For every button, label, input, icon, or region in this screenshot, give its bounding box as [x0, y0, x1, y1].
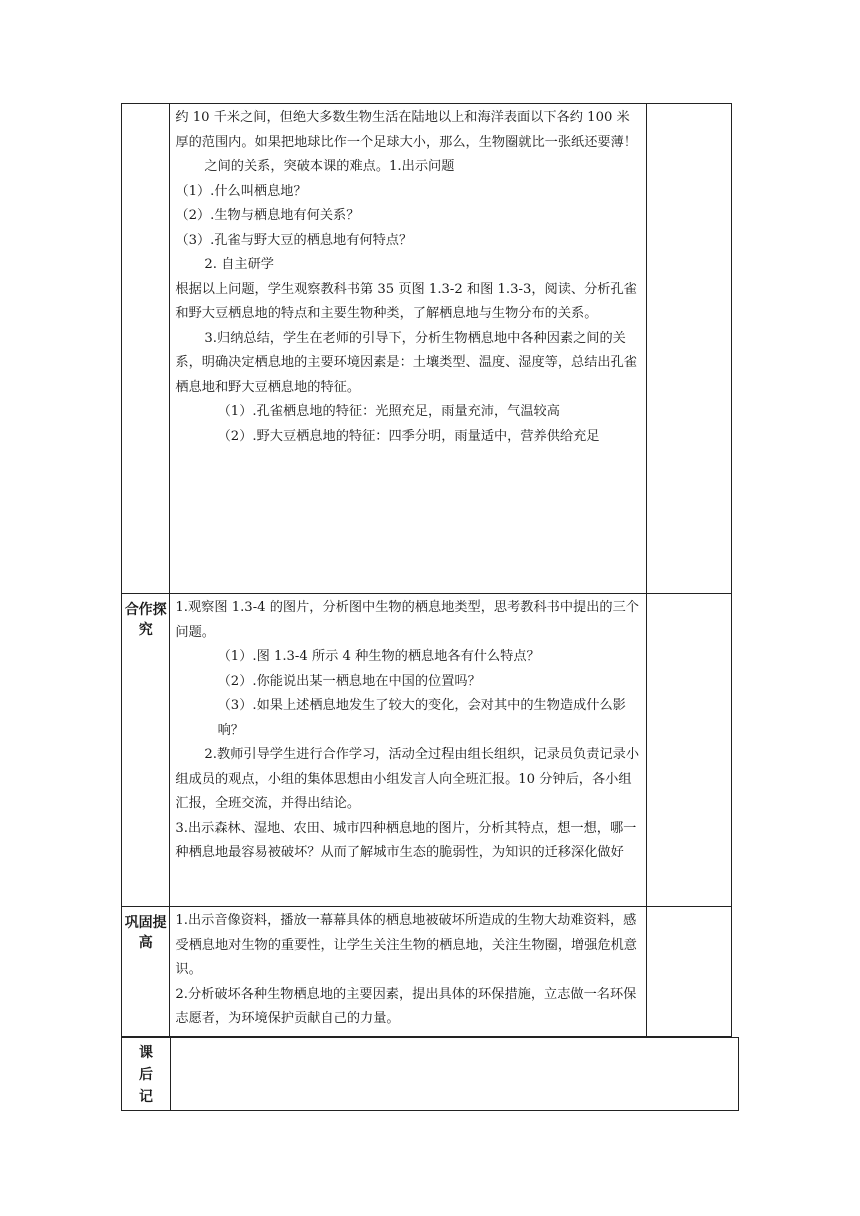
label-char: 后	[139, 1067, 153, 1083]
table-row	[122, 1038, 739, 1111]
paragraph: （2）.你能说出某一栖息地在中国的位置吗？	[217, 673, 481, 689]
row-content	[170, 594, 646, 907]
paragraph: （2）.生物与栖息地有何关系？	[175, 208, 360, 223]
paragraph: 3.归纳总结，学生在老师的引导下，分析生物栖息地中各种因素之间的关系，明确决定栖息地的主要环境因素是：土壤类型、温度、湿度等，总结出孔雀栖息地和野大豆栖息地的特征。	[175, 330, 637, 395]
label-char: 课	[139, 1045, 153, 1061]
paragraph: （3）.孔雀与野大豆的栖息地有何特点？	[175, 232, 413, 248]
paragraph: （3）.如果上述栖息地发生了较大的变化，会对其中的生物造成什么影响？	[217, 698, 626, 738]
table-row	[122, 907, 732, 1037]
paragraph: （1）.孔雀栖息地的特征：光照充足，雨量充沛，气温较高	[217, 404, 560, 419]
paragraph: 根据以上问题，学生观察教科书第 35 页图 1.3-2 和图 1.3-3，阅读、分析孔雀和野大豆栖息地的特点和主要生物种类，了解栖息地与生物分布的关系。	[175, 281, 637, 321]
paragraph: （2）.野大豆栖息地的特征：四季分明，雨量适中，营养供给充足	[217, 428, 600, 444]
paragraph: 2.教师引导学生进行合作学习，活动全过程由组长组织，记录员负责记录小组成员的观点，小组的集体思想由小组发言人向全班汇报。10 分钟后，各小组汇报，全班交流，并得出结论。	[175, 747, 640, 811]
notes-cell	[646, 104, 732, 594]
paragraph: （1）.图 1.3-4 所示 4 种生物的栖息地各有什么特点？	[217, 649, 540, 664]
table-row	[122, 104, 732, 594]
paragraph: 3.出示森林、湿地、农田、城市四种栖息地的图片，分析其特点，想一想，哪一种栖息地最容易被破坏？从而了解城市生态的脆弱性，为知识的迁移深化做好	[175, 820, 637, 860]
notes-cell	[646, 594, 732, 907]
lesson-table	[121, 103, 732, 1037]
table-row	[122, 594, 732, 907]
paragraph: 1.观察图 1.3-4 的图片，分析图中生物的栖息地类型，思考教科书中提出的三个问题。	[175, 600, 639, 640]
paragraph: 2.分析破坏各种生物栖息地的主要因素，提出具体的环保措施，立志做一名环保志愿者，为环境保护贡献自己的力量。	[175, 986, 637, 1026]
notes-cell	[646, 907, 732, 1037]
row-content	[170, 104, 646, 594]
paragraph: 约 10 千米之间，但绝大多数生物生活在陆地以上和海洋表面以下各约 100 米厚的范围内。如果把地球比作一个足球大小，那么，生物圈就比一张纸还要薄！	[175, 110, 637, 150]
row-label	[122, 104, 170, 594]
reflection-table	[121, 1037, 739, 1111]
reflection-label	[122, 1038, 171, 1111]
paragraph: 2. 自主研学	[204, 257, 274, 272]
paragraph: （1）.什么叫栖息地？	[175, 183, 307, 199]
row-label: 巩固提高	[122, 907, 170, 1037]
label-char: 记	[139, 1089, 153, 1105]
row-label: 合作探究	[122, 594, 170, 907]
paragraph: 之间的关系，突破本课的难点。1.出示问题	[204, 159, 455, 174]
row-content	[170, 907, 646, 1037]
reflection-content	[171, 1038, 739, 1111]
paragraph: 1.出示音像资料，播放一幕幕具体的栖息地被破坏所造成的生物大劫难资料，感受栖息地对生物的重要性，让学生关注生物的栖息地，关注生物圈，增强危机意识。	[175, 913, 637, 977]
